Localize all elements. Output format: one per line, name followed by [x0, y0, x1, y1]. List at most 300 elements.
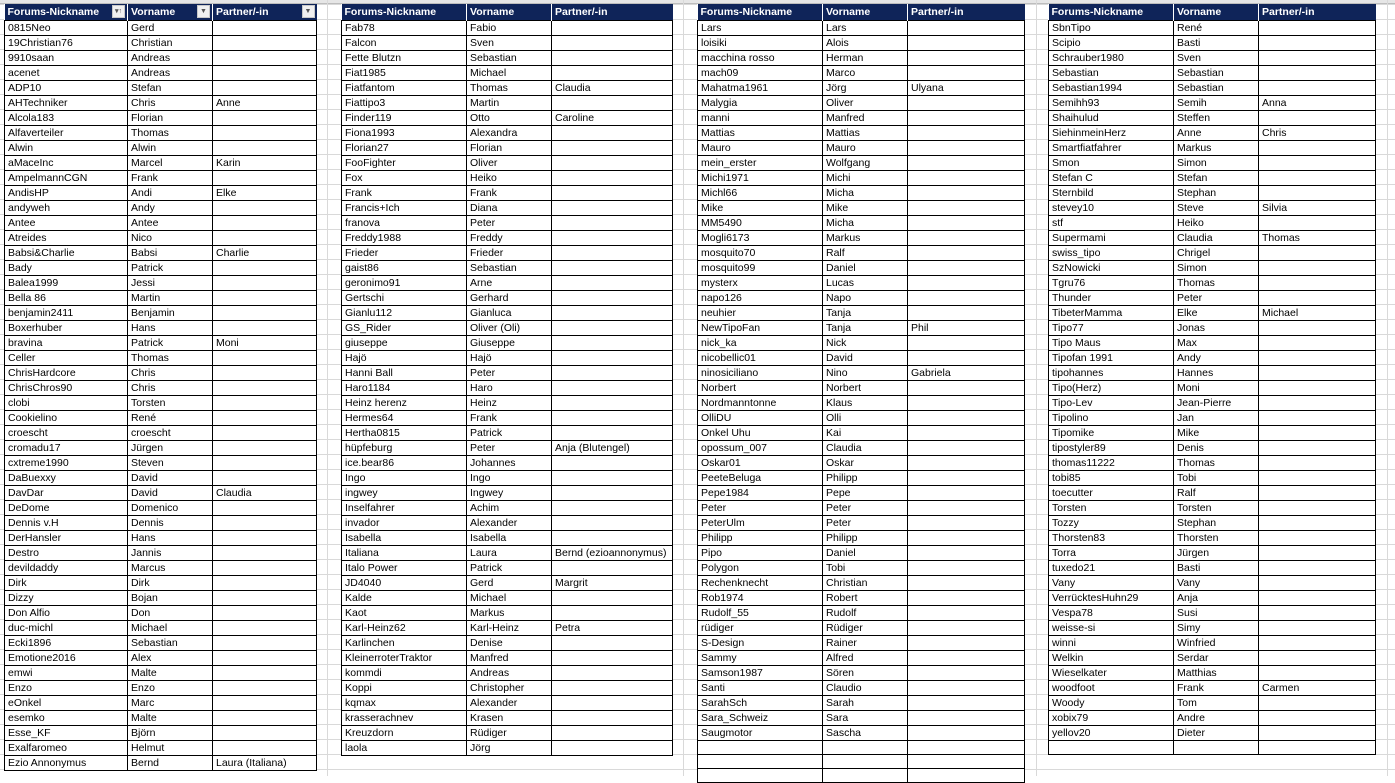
cell-vorname[interactable]: Philipp [823, 471, 908, 486]
cell-nickname[interactable]: kqmax [342, 696, 467, 711]
cell-vorname[interactable]: Vany [1174, 576, 1259, 591]
cell-vorname[interactable]: Sven [1174, 51, 1259, 66]
cell-nickname[interactable]: TibeterMamma [1049, 306, 1174, 321]
cell-vorname[interactable]: Hans [128, 321, 213, 336]
cell-vorname[interactable]: Rainer [823, 636, 908, 651]
cell-vorname[interactable]: Jean-Pierre [1174, 396, 1259, 411]
cell-nickname[interactable]: mach09 [698, 66, 823, 81]
cell-partner[interactable] [552, 51, 673, 66]
cell-partner[interactable] [213, 51, 317, 66]
cell-vorname[interactable]: Marc [128, 696, 213, 711]
cell-vorname[interactable]: Jürgen [1174, 546, 1259, 561]
cell-nickname[interactable]: Rechenknecht [698, 576, 823, 591]
cell-vorname[interactable]: Markus [467, 606, 552, 621]
cell-nickname[interactable]: geronimo91 [342, 276, 467, 291]
cell-partner[interactable] [213, 516, 317, 531]
cell-nickname[interactable]: Sebastian1994 [1049, 81, 1174, 96]
cell-vorname[interactable]: Alexander [467, 516, 552, 531]
cell-partner[interactable] [213, 681, 317, 696]
cell-partner[interactable] [1259, 726, 1376, 741]
cell-partner[interactable] [908, 51, 1025, 66]
cell-nickname[interactable]: Fiatfantom [342, 81, 467, 96]
cell-partner[interactable] [552, 456, 673, 471]
cell-nickname[interactable]: mysterx [698, 276, 823, 291]
cell-nickname[interactable]: Isabella [342, 531, 467, 546]
cell-partner[interactable] [908, 261, 1025, 276]
cell-nickname[interactable]: aMaceInc [5, 156, 128, 171]
cell-vorname[interactable]: Andre [1174, 711, 1259, 726]
cell-vorname[interactable]: Otto [467, 111, 552, 126]
cell-nickname[interactable]: Boxerhuber [5, 321, 128, 336]
cell-vorname[interactable]: Dirk [128, 576, 213, 591]
cell-partner[interactable] [908, 96, 1025, 111]
empty-cell[interactable] [1174, 741, 1259, 755]
cell-vorname[interactable]: Arne [467, 276, 552, 291]
cell-vorname[interactable]: Pepe [823, 486, 908, 501]
cell-vorname[interactable]: Jessi [128, 276, 213, 291]
cell-vorname[interactable]: Jürgen [128, 441, 213, 456]
cell-vorname[interactable]: Marcel [128, 156, 213, 171]
cell-nickname[interactable]: bravina [5, 336, 128, 351]
cell-nickname[interactable]: mosquito99 [698, 261, 823, 276]
cell-vorname[interactable]: Bernd [128, 756, 213, 771]
cell-partner[interactable]: Anja (Blutengel) [552, 441, 673, 456]
cell-vorname[interactable]: Jonas [1174, 321, 1259, 336]
cell-nickname[interactable]: thomas11222 [1049, 456, 1174, 471]
cell-vorname[interactable]: Alex [128, 651, 213, 666]
cell-nickname[interactable]: Semihh93 [1049, 96, 1174, 111]
cell-partner[interactable] [1259, 291, 1376, 306]
cell-partner[interactable] [552, 351, 673, 366]
cell-vorname[interactable]: Alexandra [467, 126, 552, 141]
cell-partner[interactable] [1259, 696, 1376, 711]
cell-nickname[interactable]: Fiattipo3 [342, 96, 467, 111]
cell-vorname[interactable]: Hans [128, 531, 213, 546]
cell-nickname[interactable]: Stefan C [1049, 171, 1174, 186]
cell-nickname[interactable]: Emotione2016 [5, 651, 128, 666]
cell-nickname[interactable]: Tipofan 1991 [1049, 351, 1174, 366]
cell-vorname[interactable]: Heinz [467, 396, 552, 411]
cell-vorname[interactable]: Torsten [128, 396, 213, 411]
cell-nickname[interactable]: clobi [5, 396, 128, 411]
cell-partner[interactable] [908, 66, 1025, 81]
cell-partner[interactable] [213, 111, 317, 126]
cell-vorname[interactable]: Micha [823, 216, 908, 231]
cell-nickname[interactable]: stf [1049, 216, 1174, 231]
cell-partner[interactable] [908, 636, 1025, 651]
cell-vorname[interactable]: Hajö [467, 351, 552, 366]
cell-vorname[interactable]: Anne [1174, 126, 1259, 141]
cell-partner[interactable] [908, 606, 1025, 621]
cell-partner[interactable] [908, 501, 1025, 516]
cell-nickname[interactable]: ninosiciliano [698, 366, 823, 381]
cell-nickname[interactable]: Tipo(Herz) [1049, 381, 1174, 396]
cell-nickname[interactable]: mein_erster [698, 156, 823, 171]
cell-nickname[interactable]: AndisHP [5, 186, 128, 201]
cell-nickname[interactable]: Thorsten83 [1049, 531, 1174, 546]
cell-vorname[interactable]: Mauro [823, 141, 908, 156]
cell-nickname[interactable]: Michl66 [698, 186, 823, 201]
cell-partner[interactable] [908, 666, 1025, 681]
cell-partner[interactable] [1259, 576, 1376, 591]
cell-vorname[interactable]: Peter [1174, 291, 1259, 306]
cell-vorname[interactable]: Peter [823, 516, 908, 531]
cell-partner[interactable] [213, 321, 317, 336]
cell-nickname[interactable]: Dennis v.H [5, 516, 128, 531]
cell-partner[interactable] [213, 381, 317, 396]
cell-vorname[interactable]: Oliver (Oli) [467, 321, 552, 336]
cell-nickname[interactable]: Fiat1985 [342, 66, 467, 81]
cell-partner[interactable] [552, 186, 673, 201]
cell-vorname[interactable]: Tobi [1174, 471, 1259, 486]
cell-vorname[interactable]: Marco [823, 66, 908, 81]
cell-nickname[interactable]: Polygon [698, 561, 823, 576]
cell-nickname[interactable]: Pipo [698, 546, 823, 561]
cell-vorname[interactable]: Isabella [467, 531, 552, 546]
cell-partner[interactable] [552, 366, 673, 381]
cell-partner[interactable] [552, 711, 673, 726]
cell-vorname[interactable]: Frieder [467, 246, 552, 261]
empty-cell[interactable] [908, 755, 1025, 769]
cell-nickname[interactable]: Kalde [342, 591, 467, 606]
cell-partner[interactable]: Karin [213, 156, 317, 171]
cell-vorname[interactable]: Nick [823, 336, 908, 351]
cell-nickname[interactable]: tipohannes [1049, 366, 1174, 381]
cell-nickname[interactable]: Hertha0815 [342, 426, 467, 441]
cell-nickname[interactable]: Kaot [342, 606, 467, 621]
cell-nickname[interactable]: laola [342, 741, 467, 756]
header-partner[interactable]: Partner/-in [908, 4, 1025, 21]
cell-partner[interactable] [552, 741, 673, 756]
cell-partner[interactable] [552, 126, 673, 141]
cell-vorname[interactable]: René [1174, 21, 1259, 36]
cell-nickname[interactable]: Bella 86 [5, 291, 128, 306]
cell-vorname[interactable]: Sascha [823, 726, 908, 741]
cell-partner[interactable] [1259, 171, 1376, 186]
cell-vorname[interactable]: Stefan [128, 81, 213, 96]
cell-nickname[interactable]: Sammy [698, 651, 823, 666]
cell-partner[interactable] [908, 336, 1025, 351]
cell-nickname[interactable]: PeterUlm [698, 516, 823, 531]
cell-partner[interactable] [908, 456, 1025, 471]
cell-nickname[interactable]: Destro [5, 546, 128, 561]
cell-partner[interactable] [1259, 141, 1376, 156]
cell-nickname[interactable]: Onkel Uhu [698, 426, 823, 441]
cell-partner[interactable] [552, 726, 673, 741]
cell-nickname[interactable]: Wieselkater [1049, 666, 1174, 681]
cell-partner[interactable] [1259, 261, 1376, 276]
cell-vorname[interactable]: Freddy [467, 231, 552, 246]
cell-nickname[interactable]: Tipo77 [1049, 321, 1174, 336]
cell-partner[interactable] [1259, 531, 1376, 546]
cell-vorname[interactable]: Micha [823, 186, 908, 201]
cell-partner[interactable] [908, 156, 1025, 171]
cell-nickname[interactable]: Babsi&Charlie [5, 246, 128, 261]
cell-partner[interactable] [908, 276, 1025, 291]
cell-nickname[interactable]: Celler [5, 351, 128, 366]
cell-vorname[interactable]: Gerd [128, 21, 213, 36]
cell-nickname[interactable]: Hajö [342, 351, 467, 366]
cell-nickname[interactable]: Mattias [698, 126, 823, 141]
cell-vorname[interactable]: Thomas [1174, 456, 1259, 471]
cell-vorname[interactable]: Giuseppe [467, 336, 552, 351]
cell-nickname[interactable]: Vespa78 [1049, 606, 1174, 621]
cell-partner[interactable] [213, 651, 317, 666]
cell-nickname[interactable]: DerHansler [5, 531, 128, 546]
cell-vorname[interactable]: Sebastian [1174, 81, 1259, 96]
cell-nickname[interactable]: Tipolino [1049, 411, 1174, 426]
cell-vorname[interactable]: Martin [467, 96, 552, 111]
cell-vorname[interactable]: Semih [1174, 96, 1259, 111]
cell-vorname[interactable]: Patrick [128, 261, 213, 276]
cell-partner[interactable] [213, 351, 317, 366]
cell-partner[interactable] [908, 141, 1025, 156]
cell-partner[interactable] [1259, 456, 1376, 471]
cell-nickname[interactable]: Sternbild [1049, 186, 1174, 201]
cell-vorname[interactable]: Denis [1174, 441, 1259, 456]
cell-partner[interactable] [1259, 471, 1376, 486]
cell-nickname[interactable]: DaBuexxy [5, 471, 128, 486]
cell-partner[interactable] [1259, 396, 1376, 411]
cell-vorname[interactable]: Alexander [467, 696, 552, 711]
cell-nickname[interactable]: Supermami [1049, 231, 1174, 246]
cell-nickname[interactable]: ice.bear86 [342, 456, 467, 471]
cell-vorname[interactable]: Malte [128, 666, 213, 681]
cell-vorname[interactable]: Michael [128, 621, 213, 636]
cell-vorname[interactable]: Peter [467, 366, 552, 381]
cell-nickname[interactable]: Florian27 [342, 141, 467, 156]
cell-vorname[interactable]: Heiko [467, 171, 552, 186]
cell-partner[interactable] [908, 576, 1025, 591]
cell-vorname[interactable]: Claudio [823, 681, 908, 696]
cell-partner[interactable] [213, 426, 317, 441]
cell-nickname[interactable]: invador [342, 516, 467, 531]
cell-nickname[interactable]: xobix79 [1049, 711, 1174, 726]
cell-nickname[interactable]: Santi [698, 681, 823, 696]
cell-partner[interactable] [1259, 516, 1376, 531]
cell-vorname[interactable]: Basti [1174, 561, 1259, 576]
cell-partner[interactable] [908, 291, 1025, 306]
cell-partner[interactable]: Thomas [1259, 231, 1376, 246]
cell-partner[interactable] [213, 711, 317, 726]
cell-vorname[interactable]: Matthias [1174, 666, 1259, 681]
cell-partner[interactable] [908, 246, 1025, 261]
cell-nickname[interactable]: Gianlu112 [342, 306, 467, 321]
cell-partner[interactable] [1259, 216, 1376, 231]
cell-nickname[interactable]: Philipp [698, 531, 823, 546]
cell-vorname[interactable]: Stefan [1174, 171, 1259, 186]
header-partner[interactable]: Partner/-in [552, 4, 673, 21]
cell-nickname[interactable]: Mogli6173 [698, 231, 823, 246]
cell-vorname[interactable]: Chrigel [1174, 246, 1259, 261]
cell-nickname[interactable]: hüpfeburg [342, 441, 467, 456]
cell-nickname[interactable]: Welkin [1049, 651, 1174, 666]
cell-vorname[interactable]: Wolfgang [823, 156, 908, 171]
cell-vorname[interactable]: Peter [823, 501, 908, 516]
cell-partner[interactable] [1259, 351, 1376, 366]
cell-nickname[interactable]: Frieder [342, 246, 467, 261]
cell-partner[interactable] [552, 411, 673, 426]
cell-vorname[interactable]: Jörg [823, 81, 908, 96]
cell-vorname[interactable]: René [128, 411, 213, 426]
cell-partner[interactable] [552, 666, 673, 681]
cell-partner[interactable] [908, 36, 1025, 51]
cell-vorname[interactable]: Frank [467, 411, 552, 426]
cell-partner[interactable] [1259, 621, 1376, 636]
cell-vorname[interactable]: Stephan [1174, 186, 1259, 201]
cell-nickname[interactable]: Saugmotor [698, 726, 823, 741]
cell-nickname[interactable]: VerrücktesHuhn29 [1049, 591, 1174, 606]
cell-vorname[interactable]: David [128, 471, 213, 486]
cell-partner[interactable] [552, 696, 673, 711]
cell-partner[interactable]: Anna [1259, 96, 1376, 111]
cell-nickname[interactable]: Dizzy [5, 591, 128, 606]
cell-nickname[interactable]: Oskar01 [698, 456, 823, 471]
cell-vorname[interactable]: Peter [467, 216, 552, 231]
cell-nickname[interactable]: Schrauber1980 [1049, 51, 1174, 66]
cell-vorname[interactable]: Norbert [823, 381, 908, 396]
cell-vorname[interactable]: Gianluca [467, 306, 552, 321]
cell-vorname[interactable]: Ralf [823, 246, 908, 261]
cell-vorname[interactable]: Nico [128, 231, 213, 246]
cell-vorname[interactable]: Nino [823, 366, 908, 381]
cell-nickname[interactable]: benjamin2411 [5, 306, 128, 321]
cell-nickname[interactable]: Freddy1988 [342, 231, 467, 246]
empty-cell[interactable] [823, 741, 908, 755]
cell-vorname[interactable]: Tanja [823, 321, 908, 336]
cell-partner[interactable] [213, 546, 317, 561]
cell-nickname[interactable]: gaist86 [342, 261, 467, 276]
cell-vorname[interactable]: Mattias [823, 126, 908, 141]
cell-partner[interactable] [1259, 486, 1376, 501]
cell-vorname[interactable]: Ingwey [467, 486, 552, 501]
cell-nickname[interactable]: croescht [5, 426, 128, 441]
cell-vorname[interactable]: Bojan [128, 591, 213, 606]
empty-cell[interactable] [1049, 741, 1174, 755]
cell-partner[interactable] [552, 261, 673, 276]
cell-partner[interactable] [1259, 51, 1376, 66]
cell-vorname[interactable]: Haro [467, 381, 552, 396]
cell-vorname[interactable]: David [128, 486, 213, 501]
cell-partner[interactable] [1259, 381, 1376, 396]
cell-nickname[interactable]: Don Alfio [5, 606, 128, 621]
cell-nickname[interactable]: KleinerroterTraktor [342, 651, 467, 666]
cell-nickname[interactable]: Dirk [5, 576, 128, 591]
cell-vorname[interactable]: Sebastian [467, 51, 552, 66]
cell-partner[interactable] [908, 186, 1025, 201]
cell-partner[interactable] [1259, 666, 1376, 681]
cell-nickname[interactable]: Lars [698, 21, 823, 36]
cell-partner[interactable] [1259, 321, 1376, 336]
cell-nickname[interactable]: Smon [1049, 156, 1174, 171]
cell-partner[interactable] [213, 606, 317, 621]
cell-nickname[interactable]: Norbert [698, 381, 823, 396]
cell-nickname[interactable]: ChrisHardcore [5, 366, 128, 381]
cell-partner[interactable] [1259, 711, 1376, 726]
cell-partner[interactable] [552, 216, 673, 231]
cell-partner[interactable] [1259, 186, 1376, 201]
cell-partner[interactable]: Margrit [552, 576, 673, 591]
cell-partner[interactable]: Laura (Italiana) [213, 756, 317, 771]
cell-vorname[interactable]: Diana [467, 201, 552, 216]
cell-partner[interactable]: Caroline [552, 111, 673, 126]
cell-partner[interactable] [1259, 36, 1376, 51]
cell-partner[interactable] [552, 66, 673, 81]
cell-partner[interactable] [552, 561, 673, 576]
cell-nickname[interactable]: DeDome [5, 501, 128, 516]
cell-partner[interactable] [552, 141, 673, 156]
cell-partner[interactable] [213, 201, 317, 216]
cell-vorname[interactable]: Malte [128, 711, 213, 726]
cell-partner[interactable] [1259, 276, 1376, 291]
cell-nickname[interactable]: Tgru76 [1049, 276, 1174, 291]
cell-partner[interactable] [908, 351, 1025, 366]
cell-partner[interactable] [552, 486, 673, 501]
cell-partner[interactable] [908, 546, 1025, 561]
cell-vorname[interactable]: Hannes [1174, 366, 1259, 381]
cell-nickname[interactable]: Torsten [1049, 501, 1174, 516]
cell-partner[interactable] [552, 96, 673, 111]
cell-partner[interactable] [552, 231, 673, 246]
cell-nickname[interactable]: Italo Power [342, 561, 467, 576]
cell-vorname[interactable]: Winfried [1174, 636, 1259, 651]
cell-partner[interactable] [552, 276, 673, 291]
cell-nickname[interactable]: Tipo-Lev [1049, 396, 1174, 411]
cell-vorname[interactable]: Markus [1174, 141, 1259, 156]
cell-vorname[interactable]: Mike [823, 201, 908, 216]
cell-nickname[interactable]: Fiona1993 [342, 126, 467, 141]
cell-nickname[interactable]: acenet [5, 66, 128, 81]
cell-partner[interactable] [908, 561, 1025, 576]
cell-nickname[interactable]: Sebastian [1049, 66, 1174, 81]
cell-nickname[interactable]: Finder119 [342, 111, 467, 126]
cell-nickname[interactable]: OlliDU [698, 411, 823, 426]
cell-nickname[interactable]: Fette Blutzn [342, 51, 467, 66]
cell-vorname[interactable]: Philipp [823, 531, 908, 546]
header-nickname[interactable]: Forums-Nickname [698, 4, 823, 21]
cell-nickname[interactable]: emwi [5, 666, 128, 681]
cell-nickname[interactable]: Mauro [698, 141, 823, 156]
cell-vorname[interactable]: Rüdiger [467, 726, 552, 741]
cell-nickname[interactable]: loisiki [698, 36, 823, 51]
cell-partner[interactable] [908, 711, 1025, 726]
cell-partner[interactable] [908, 411, 1025, 426]
header-partner[interactable]: Partner/-in [1259, 4, 1376, 21]
cell-partner[interactable] [1259, 411, 1376, 426]
cell-vorname[interactable]: Olli [823, 411, 908, 426]
cell-nickname[interactable]: Francis+Ich [342, 201, 467, 216]
cell-vorname[interactable]: Stephan [1174, 516, 1259, 531]
cell-vorname[interactable]: Frank [128, 171, 213, 186]
cell-partner[interactable]: Michael [1259, 306, 1376, 321]
cell-vorname[interactable]: Andreas [128, 51, 213, 66]
cell-partner[interactable] [552, 606, 673, 621]
cell-vorname[interactable]: Sebastian [467, 261, 552, 276]
cell-vorname[interactable]: Frank [1174, 681, 1259, 696]
cell-vorname[interactable]: Steve [1174, 201, 1259, 216]
cell-vorname[interactable]: Michi [823, 171, 908, 186]
cell-partner[interactable]: Chris [1259, 126, 1376, 141]
cell-nickname[interactable]: Gertschi [342, 291, 467, 306]
cell-partner[interactable] [213, 531, 317, 546]
cell-nickname[interactable]: Rudolf_55 [698, 606, 823, 621]
cell-vorname[interactable]: Helmut [128, 741, 213, 756]
cell-vorname[interactable]: Thomas [128, 351, 213, 366]
cell-nickname[interactable]: Tipomike [1049, 426, 1174, 441]
cell-partner[interactable] [213, 501, 317, 516]
cell-partner[interactable] [213, 636, 317, 651]
cell-nickname[interactable]: woodfoot [1049, 681, 1174, 696]
